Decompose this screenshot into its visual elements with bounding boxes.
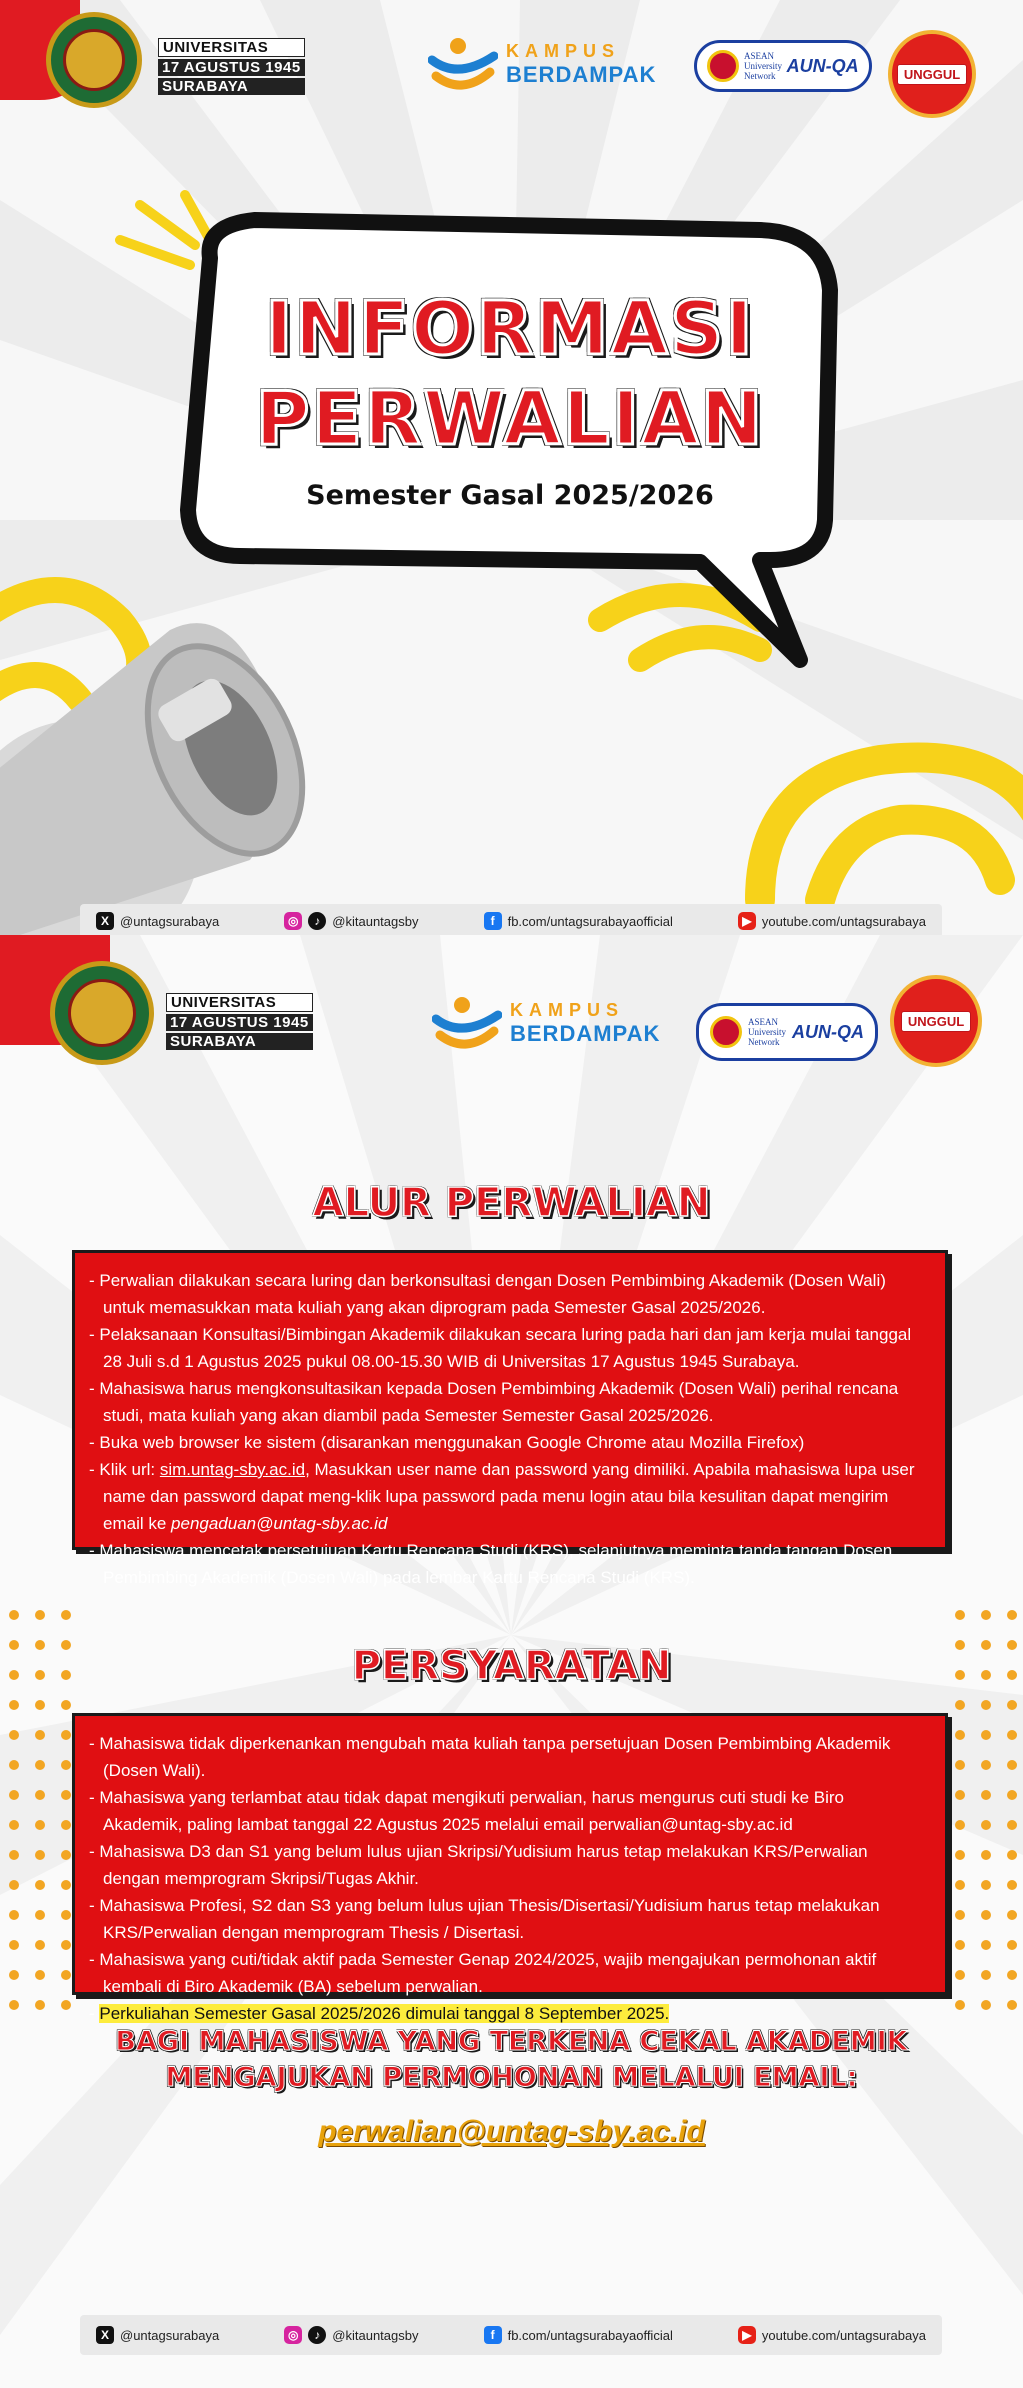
- start-date-highlight: Perkuliahan Semester Gasal 2025/2026 dimulai tanggal 8 September 2025.: [99, 2004, 670, 2023]
- header-2: [0, 955, 1023, 1105]
- yellow-burst: [120, 195, 210, 265]
- banner-title-line2: PERWALIAN: [255, 376, 765, 462]
- facebook-icon: f: [484, 912, 502, 930]
- persyaratan-box: [72, 1713, 948, 2023]
- persyaratan-heading: PERSYARATAN: [351, 1643, 672, 1689]
- persyaratan-item-1: - Mahasiswa tidak diperkenankan mengubah mata kuliah tanpa persetujuan Dosen Pembimbing Akademik (Dosen Wali).: [89, 1730, 927, 1784]
- social-youtube[interactable]: ▶ youtube.com/untagsurabaya: [738, 912, 926, 930]
- university-name: UNIVERSITAS 17 AGUSTUS 1945 SURABAYA: [158, 38, 305, 95]
- alur-item-3: - Mahasiswa harus mengkonsultasikan kepada Dosen Pembimbing Akademik (Dosen Wali) perihal rencana studi, mata kuliah yang akan diambil pada Semester Semester Gasal 2025/2026.: [89, 1375, 927, 1429]
- aun-qa-badge: ASEAN University Network AUN-QA: [694, 40, 872, 92]
- banner-title-line1: INFORMASI: [265, 286, 755, 372]
- persyaratan-item-5: - Mahasiswa yang cuti/tidak aktif pada Semester Genap 2024/2025, wajib mengajukan permohonan aktif kembali di Biro Akademik (BA) sebelum perwalian.: [89, 1946, 927, 2000]
- instagram-icon: ◎: [284, 912, 302, 930]
- kampus-berdampak-logo-2: KAMPUS BERDAMPAK: [432, 995, 660, 1051]
- instagram-icon: ◎: [284, 2326, 302, 2344]
- unggul-accreditation-badge: UNGGUL: [888, 30, 976, 118]
- asean-emblem-icon-2: [710, 1016, 742, 1048]
- pengaduan-email-link[interactable]: pengaduan@untag-sby.ac.id: [171, 1514, 388, 1533]
- social-instagram-tiktok[interactable]: ◎ ♪ @kitauntagsby: [284, 912, 418, 930]
- cekal-line2: MENGAJUKAN PERMOHONAN MELALUI EMAIL:: [165, 2062, 858, 2093]
- youtube-icon: ▶: [738, 912, 756, 930]
- alur-item-6: - Mahasiswa mencetak persetujuan Kartu Rencana Studi (KRS), selanjutnya meminta tanda tangan Dosen Pembimbing Akademik (Dosen Wali) pada lembar Kartu Rencana Studi (KRS).: [89, 1537, 927, 1591]
- sim-url-link[interactable]: sim.untag-sby.ac.id: [159, 1460, 306, 1479]
- alur-box: [72, 1250, 948, 1587]
- persyaratan-item-6: [89, 2000, 927, 2027]
- aun-qa-badge-2: ASEAN University Network AUN-QA: [696, 1003, 878, 1061]
- banner-subtitle: Semester Gasal 2025/2026: [306, 480, 714, 511]
- kampus-berdampak-icon-2: [432, 995, 502, 1051]
- facebook-icon: f: [484, 2326, 502, 2344]
- tiktok-icon: ♪: [308, 912, 326, 930]
- tiktok-icon: ♪: [308, 2326, 326, 2344]
- asean-emblem-icon: [707, 50, 739, 82]
- persyaratan-item-2: - Mahasiswa yang terlambat atau tidak dapat mengikuti perwalian, harus mengurus cuti studi ke Biro Akademik, paling lambat tanggal 22 Agustus 2025 melalui email perwalian@untag-sby.ac.id: [89, 1784, 927, 1838]
- persyaratan-item-3: - Mahasiswa D3 dan S1 yang belum lulus ujian Skripsi/Yudisium harus tetap melakukan KRS/Perwalian dengan memprogram Skripsi/Tugas Akhir.: [89, 1838, 927, 1892]
- university-seal-icon: [46, 12, 142, 108]
- kampus-berdampak-logo: KAMPUS BERDAMPAK: [428, 36, 656, 92]
- social-bar-bottom: [80, 2315, 942, 2355]
- sunburst-background: [0, 0, 1023, 935]
- kampus-berdampak-icon: [428, 36, 498, 92]
- alur-item-5: - Klik url: sim.untag-sby.ac.id, Masukkan user name dan password yang dimiliki. Apabila mahasiswa lupa user name dan password dapat meng-klik lupa password pada menu login atau bila kesulitan dapat mengirim email ke pengaduan@untag-sby.ac.id: [89, 1456, 927, 1537]
- university-name-2: UNIVERSITAS 17 AGUSTUS 1945 SURABAYA: [166, 993, 313, 1050]
- social-facebook[interactable]: f fb.com/untagsurabayaofficial: [484, 912, 673, 930]
- social-facebook-2[interactable]: f fb.com/untagsurabayaofficial: [484, 2326, 673, 2344]
- cekal-line1: BAGI MAHASISWA YANG TERKENA CEKAL AKADEMIK: [115, 2026, 908, 2057]
- x-icon: X: [96, 912, 114, 930]
- info-panel: [0, 935, 1023, 2388]
- university-seal-icon-2: [50, 961, 154, 1065]
- persyaratan-item-4: - Mahasiswa Profesi, S2 dan S3 yang belum lulus ujian Thesis/Disertasi/Yudisium harus tetap melakukan KRS/Perwalian dengan memprogram Thesis / Disertasi.: [89, 1892, 927, 1946]
- alur-item-2: - Pelaksanaan Konsultasi/Bimbingan Akademik dilakukan secara luring pada hari dan jam kerja mulai tanggal 28 Juli s.d 1 Agustus 2025 pukul 08.00-15.30 WIB di Universitas 17 Agustus 1945 Surabaya.: [89, 1321, 927, 1375]
- perwalian-email-link[interactable]: perwalian@untag-sby.ac.id: [318, 2115, 705, 2148]
- x-icon: X: [96, 2326, 114, 2344]
- youtube-icon: ▶: [738, 2326, 756, 2344]
- unggul-accreditation-badge-2: UNGGUL: [890, 975, 982, 1067]
- alur-item-1: - Perwalian dilakukan secara luring dan berkonsultasi dengan Dosen Pembimbing Akademik (Dosen Wali) untuk memasukkan mata kuliah yang akan diprogram pada Semester Gasal 2025/2026.: [89, 1267, 927, 1321]
- social-x[interactable]: X @untagsurabaya: [96, 912, 219, 930]
- yellow-scribble-right: [760, 758, 1023, 901]
- social-youtube-2[interactable]: ▶ youtube.com/untagsurabaya: [738, 2326, 926, 2344]
- banner-panel: [0, 0, 1023, 935]
- social-instagram-tiktok-2[interactable]: ◎ ♪ @kitauntagsby: [284, 2326, 418, 2344]
- alur-heading: ALUR PERWALIAN: [312, 1180, 711, 1226]
- alur-item-4: - Buka web browser ke sistem (disarankan menggunakan Google Chrome atau Mozilla Firefox): [89, 1429, 927, 1456]
- header: [0, 0, 1023, 130]
- social-x-2[interactable]: X @untagsurabaya: [96, 2326, 219, 2344]
- social-bar-top: [80, 904, 942, 935]
